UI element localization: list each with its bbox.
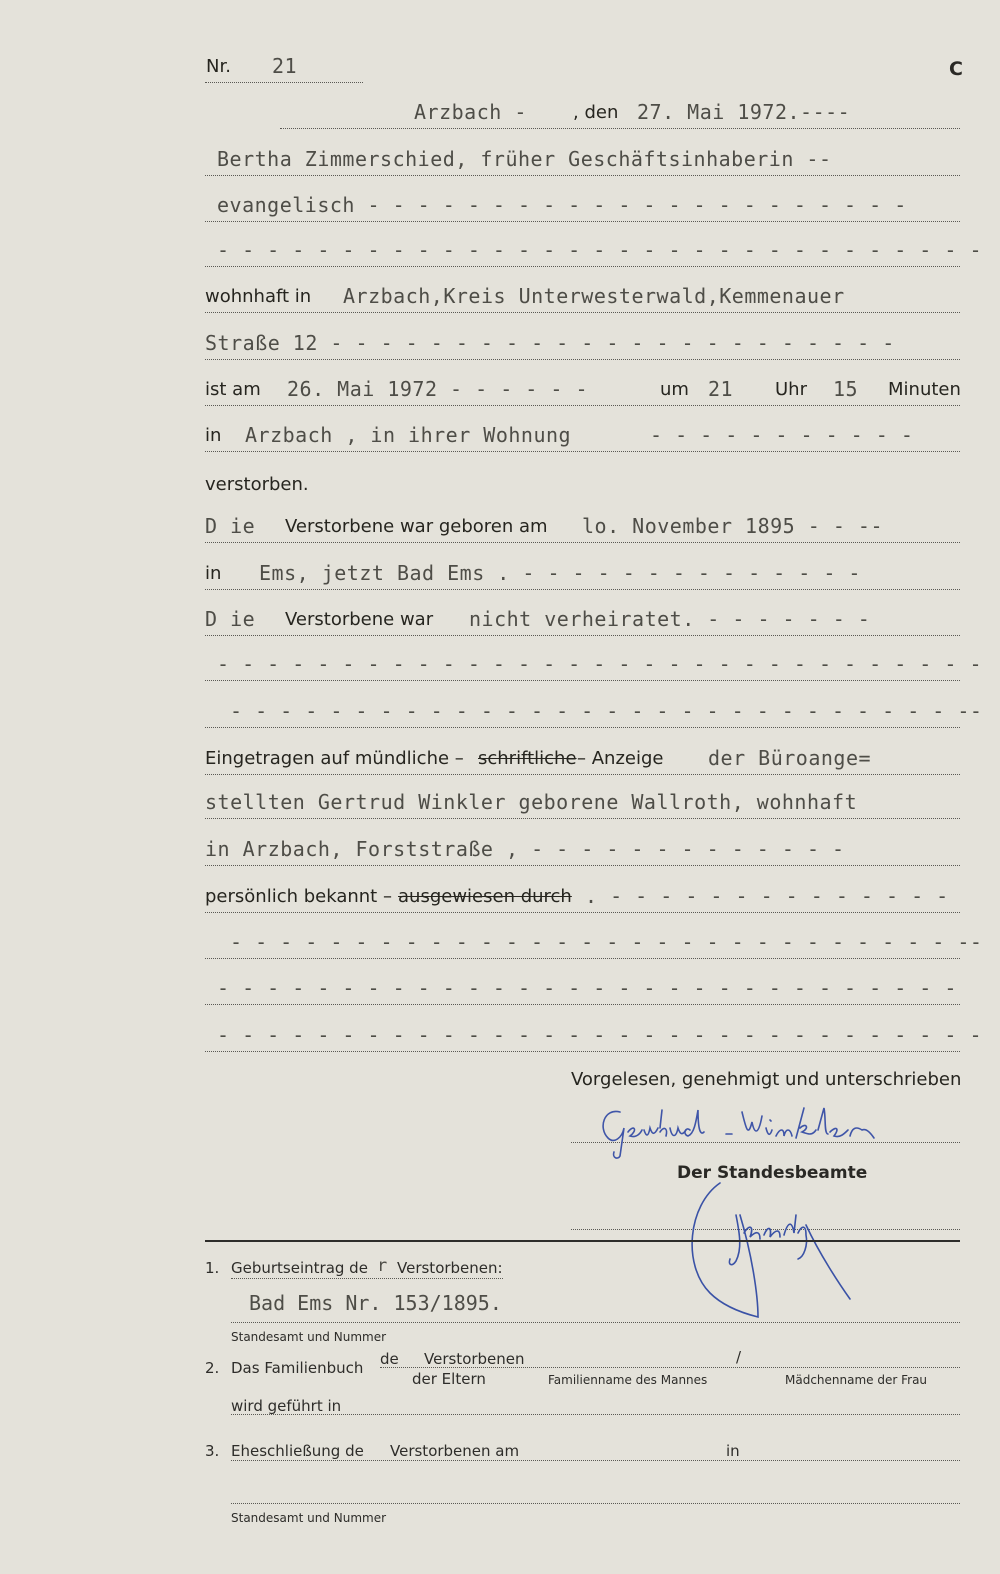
- item2-number: 2.: [205, 1359, 220, 1377]
- residence-line: [205, 268, 960, 313]
- section-divider: [205, 1240, 960, 1242]
- item1-value-line: [231, 1322, 960, 1323]
- bekannt-label: persönlich bekannt –: [205, 886, 392, 907]
- informant-text-1: der Büroange=: [708, 746, 872, 770]
- struck-ausgewiesen: ausgewiesen durch: [398, 886, 572, 907]
- informant-line-3: [205, 821, 960, 866]
- record-place: Arzbach -: [414, 100, 527, 124]
- dash-fill: - - - - - - - - - - - - - - - - - - - - - - - - - - - - - --: [230, 930, 983, 954]
- in-label-2: in: [205, 563, 222, 584]
- dash-line: [205, 1007, 983, 1052]
- struck-schriftliche: schriftliche: [478, 748, 577, 769]
- informant-text-2: stellten Gertrud Winkler geborene Wallroth, wohnhaft: [205, 790, 858, 814]
- dash-line: [205, 683, 983, 728]
- address-line-1: Arzbach,Kreis Unterwesterwald,Kemmenauer: [343, 284, 845, 308]
- dash-fill: - - - - - - - - - - - - - - - - - - - - - - - - - - - - - --: [230, 699, 983, 723]
- read-approved-label: Vorgelesen, genehmigt und unterschrieben: [571, 1069, 962, 1090]
- registration-line: [205, 730, 960, 775]
- informant-signature: [590, 1098, 930, 1160]
- birth-date-line: [205, 498, 960, 543]
- residence-line-2: [205, 315, 960, 360]
- item3-label: Eheschließung de: [231, 1442, 364, 1460]
- um-label: um: [660, 379, 689, 400]
- name-line: [205, 131, 960, 176]
- identity-dashes: . - - - - - - - - - - - - - -: [585, 884, 949, 908]
- form-letter: C: [949, 58, 963, 80]
- item2-upper-line: [380, 1367, 960, 1368]
- item3-number: 3.: [205, 1442, 220, 1460]
- nr-label: Nr.: [206, 56, 231, 77]
- birth-entry-value: Bad Ems Nr. 153/1895.: [249, 1291, 502, 1315]
- death-date: 26. Mai 1972 - - - - - -: [287, 377, 588, 401]
- item2-slash: /: [736, 1348, 742, 1366]
- item1-label: Geburtseintrag de: [231, 1259, 368, 1277]
- item2-wife-maiden-name-label: Mädchenname der Frau: [785, 1373, 928, 1387]
- standesamt-label-2: Standesamt und Nummer: [231, 1511, 387, 1525]
- item3-in: in: [726, 1442, 740, 1460]
- item1-underline: [231, 1278, 503, 1279]
- item3-verstorbenen: Verstorbenen am: [390, 1442, 520, 1460]
- item3-line: [231, 1460, 960, 1461]
- death-place: Arzbach , in ihrer Wohnung: [245, 423, 572, 447]
- item3-line-2: [231, 1503, 960, 1504]
- dash-fill: - - - - - - - - - - - - - - - - - - - - - - - - - - - - - -: [217, 976, 957, 1000]
- nr-value: 21: [272, 54, 298, 78]
- death-place-line: [205, 407, 960, 452]
- marital-line: [205, 591, 960, 636]
- record-number-line: [205, 38, 363, 83]
- item2-verstorbenen: Verstorbenen: [424, 1350, 525, 1368]
- eingetragen-label: Eingetragen auf mündliche –: [205, 748, 464, 769]
- place-date-line: [280, 84, 960, 129]
- record-date: 27. Mai 1972.----: [637, 100, 851, 124]
- item1-r: r: [377, 1256, 388, 1276]
- dash-line: [205, 960, 960, 1005]
- den-label: , den: [573, 102, 619, 123]
- ist-am-label: ist am: [205, 379, 261, 400]
- item2-de: de: [380, 1350, 399, 1368]
- item2-label-2: wird geführt in: [231, 1397, 342, 1415]
- death-minutes: 15: [833, 377, 859, 401]
- item2-lower-line: [231, 1414, 960, 1415]
- deceased-name-occupation: Bertha Zimmerschied, früher Geschäftsinhaberin --: [217, 147, 832, 171]
- registrar-label: Der Standesbeamte: [677, 1163, 868, 1183]
- minuten-label: Minuten: [888, 379, 961, 400]
- dash-fill: - - - - - - - - - - - - - - - - - - - - - - - - - - - - - - -: [217, 238, 983, 262]
- standesamt-label-1: Standesamt und Nummer: [231, 1330, 387, 1344]
- religion-line: [205, 177, 960, 222]
- birth-date: lo. November 1895 - - --: [582, 514, 883, 538]
- informant-text-3: in Arzbach, Forststraße , - - - - - - - - - - - - -: [205, 837, 845, 861]
- item2-husband-name-label: Familienname des Mannes: [548, 1373, 708, 1387]
- die-prefix-2: D ie: [205, 607, 256, 631]
- informant-line-2: [205, 774, 960, 819]
- address-line-2: Straße 12 - - - - - - - - - - - - - - - - - - - - - - -: [205, 331, 895, 355]
- anzeige-label: – Anzeige: [577, 748, 664, 769]
- uhr-label: Uhr: [775, 379, 807, 400]
- identity-line: [205, 868, 960, 913]
- death-hour: 21: [708, 377, 734, 401]
- death-datetime-line: [205, 361, 960, 406]
- marital-status: nicht verheiratet. - - - - - - -: [469, 607, 871, 631]
- religion: evangelisch - - - - - - - - - - - - - - - - - - - - - -: [217, 193, 907, 217]
- birth-place: Ems, jetzt Bad Ems . - - - - - - - - - - - - - -: [259, 561, 861, 585]
- death-place-dashes: - - - - - - - - - - -: [650, 423, 914, 447]
- born-label: Verstorbene war geboren am: [285, 516, 548, 537]
- dash-line: [205, 636, 983, 681]
- registrar-signature: [680, 1175, 860, 1320]
- verstorben-label: verstorben.: [205, 474, 309, 495]
- in-label: in: [205, 425, 222, 446]
- dash-fill: - - - - - - - - - - - - - - - - - - - - - - - - - - - - - - -: [217, 1023, 983, 1047]
- dash-fill: - - - - - - - - - - - - - - - - - - - - - - - - - - - - - - -: [217, 652, 983, 676]
- wohnhaft-label: wohnhaft in: [205, 286, 312, 307]
- dash-line: [205, 222, 983, 267]
- item1-label-2: Verstorbenen:: [397, 1259, 503, 1277]
- die-prefix: D ie: [205, 514, 256, 538]
- item2-label: Das Familienbuch: [231, 1359, 364, 1377]
- birth-place-line: [205, 545, 960, 590]
- item1-number: 1.: [205, 1259, 220, 1277]
- status-label: Verstorbene war: [285, 609, 434, 630]
- item2-eltern: der Eltern: [412, 1370, 486, 1388]
- dash-line: [205, 914, 983, 959]
